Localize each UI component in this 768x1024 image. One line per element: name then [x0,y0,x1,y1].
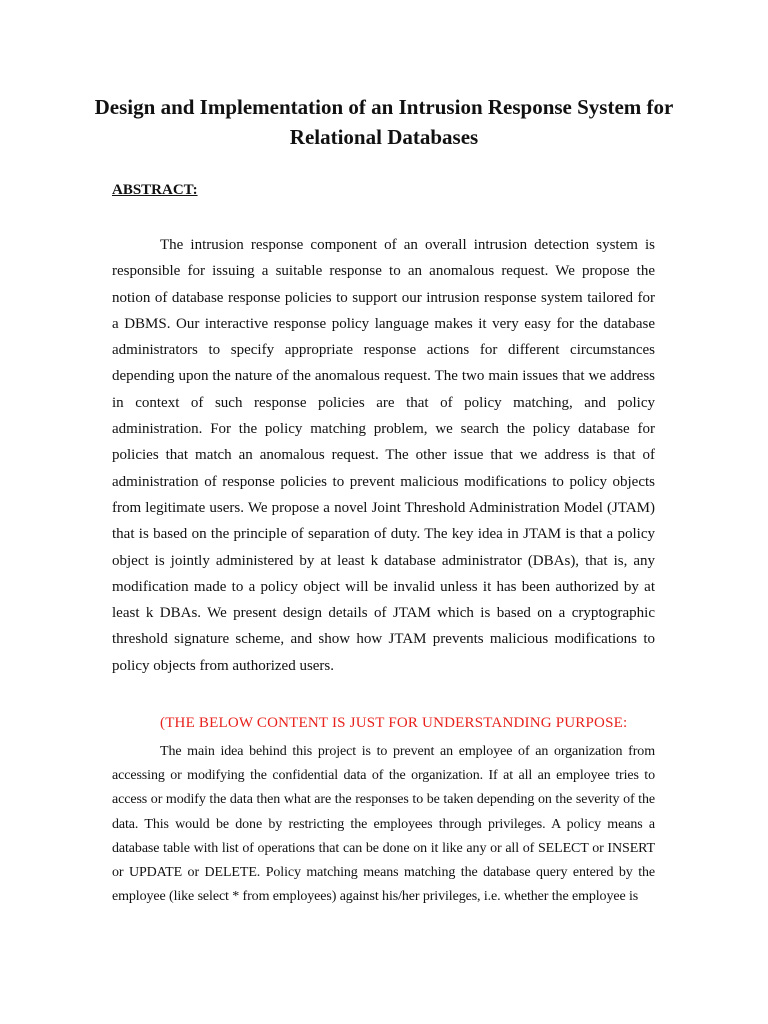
abstract-paragraph: The intrusion response component of an overall intrusion detection system is responsible for issuing a suitable response to an anomalous request. We propose the notion of database response policies to support our intrusion response system tailored for a DBMS. Our interactive response policy language makes it very easy for the database administrators to specify appropriate response actions for different circumstances depending upon the nature of the anomalous request. The two main issues that we address in context of such response policies are that of policy matching, and policy administration. For the policy matching problem, we search the policy database for policies that match an anomalous request. The other issue that we address is that of administration of response policies to prevent malicious modifications to policy objects from legitimate users. We propose a novel Joint Threshold Administration Model (JTAM) that is based on the principle of separation of duty. The key idea in JTAM is that a policy object is jointly administered by at least k database administrator (DBAs), that is, any modification made to a policy object will be invalid unless it has been authorized by at least k DBAs. We present design details of JTAM which is based on a cryptographic threshold signature scheme, and show how JTAM prevents malicious modifications to policy objects from authorized users. [112,237,655,674]
understanding-paragraph: The main idea behind this project is to prevent an employee of an organization from accessing or modifying the confidential data of the organization. If at all an employee tries to access or modify the data then what are the responses to be taken depending on the severity of the data. This would be done by restricting the employees through privileges. A policy means a database table with list of operations that can be done on it like any or all of SELECT or INSERT or UPDATE or DELETE. Policy matching means matching the database query entered by the employee (like select * from employees) against his/her privileges, i.e. whether the employee is [112,744,655,905]
document-title: Design and Implementation of an Intrusion Response System for Relational Databases [94,95,674,149]
understanding-note-heading: (THE BELOW CONTENT IS JUST FOR UNDERSTANDING PURPOSE: [160,715,628,731]
abstract-heading: ABSTRACT: [112,182,198,198]
